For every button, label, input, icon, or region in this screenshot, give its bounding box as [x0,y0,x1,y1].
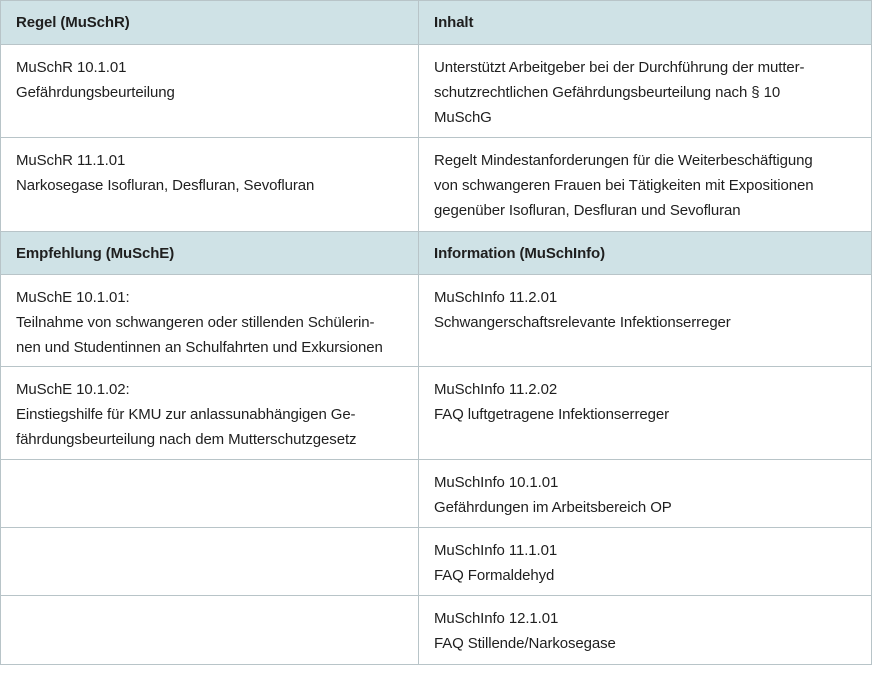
header-cell-information: Information (MuSchInfo) [419,232,872,275]
table-subheader-row [1,232,872,275]
table-header-row [1,1,872,45]
table-row [1,45,872,138]
table-row [1,367,872,460]
table-row [1,460,872,528]
table-cell: MuSchInfo 11.2.01 Schwangerschaftsrelevante Infektionserreger [419,275,872,367]
table-row [1,275,872,367]
table-cell: MuSchInfo 10.1.01 Gefährdungen im Arbeitsbereich OP [419,460,872,528]
table-cell: MuSchInfo 12.1.01 FAQ Stillende/Narkosegase [419,596,872,665]
header-cell-regel: Regel (MuSchR) [1,1,419,45]
table-row [1,596,872,665]
table-cell: MuSchE 10.1.02: Einstiegshilfe für KMU zur anlassunabhängigen Ge- fährdungsbeurteilung nach dem Mutterschutzgesetz [1,367,419,460]
header-cell-inhalt: Inhalt [419,1,872,45]
table-cell: Unterstützt Arbeitgeber bei der Durchführung der mutter- schutzrechtlichen Gefährdungsbeurteilung nach § 10 MuSchG [419,45,872,138]
table-row [1,528,872,596]
empty-table-cell [1,596,419,665]
table-cell: Regelt Mindestanforderungen für die Weiterbeschäftigung von schwangeren Frauen bei Tätigkeiten mit Expositionen gegenüber Isofluran, Desfluran und Sevofluran [419,138,872,232]
table-cell: MuSchE 10.1.01: Teilnahme von schwangeren oder stillenden Schülerin- nen und Studentinnen an Schulfahrten und Exkursionen [1,275,419,367]
header-cell-empfehlung: Empfehlung (MuSchE) [1,232,419,275]
table-cell: MuSchR 11.1.01 Narkosegase Isofluran, Desfluran, Sevofluran [1,138,419,232]
table-cell: MuSchInfo 11.2.02 FAQ luftgetragene Infektionserreger [419,367,872,460]
table-cell: MuSchInfo 11.1.01 FAQ Formaldehyd [419,528,872,596]
empty-table-cell [1,528,419,596]
table-cell: MuSchR 10.1.01 Gefährdungsbeurteilung [1,45,419,138]
table-row [1,138,872,232]
empty-table-cell [1,460,419,528]
